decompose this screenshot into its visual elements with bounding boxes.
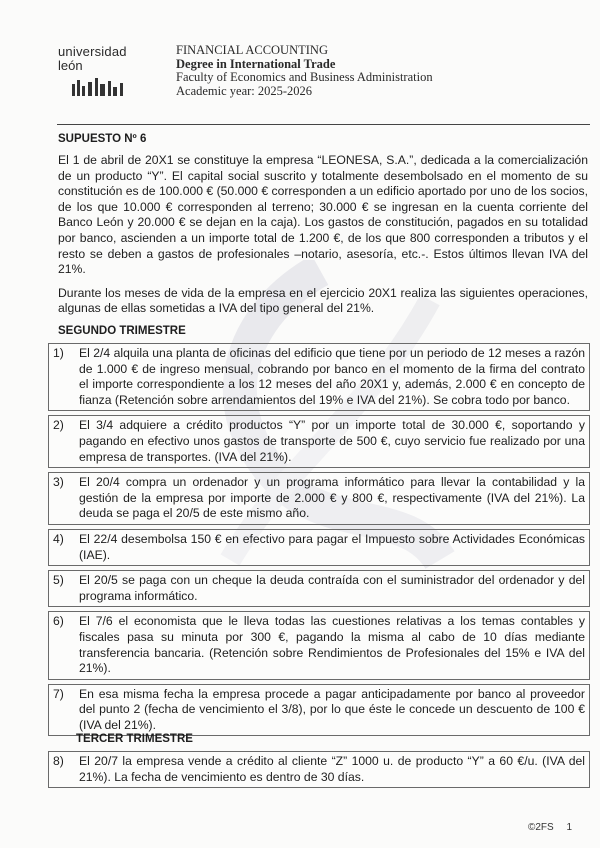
header-year: Academic year: 2025-2026 xyxy=(176,83,313,98)
section-third-quarter: TERCER TRIMESTRE xyxy=(76,733,193,745)
operations-list-q2 xyxy=(48,343,590,740)
header-faculty: Faculty of Economics and Business Administration xyxy=(176,70,433,85)
intro-paragraph-1: El 1 de abril de 20X1 se constituye la empresa “LEONESA, S.A.”, dedicada a la comercialización de un producto “Y”. El capital social suscrito y totalmente desembolsado en el momento de su constitución es de 100.000 € (50.000 € corresponden a un edificio aportado por uno de los socios, de los que 10.000 € corresponden al terreno; 30.000 € se ingresan en la cuenta corriente del Banco León y 20.000 € se dejan en la caja). Los gastos de constitución, pagados en su totalidad por banco, ascienden a un importe total de 1.200 €, de los que 800 corresponden a tributos y el resto se deben a gastos de profesionales –notario, asesoría, etc.-. Estos últimos llevan IVA del 21%. xyxy=(58,153,588,277)
footer-code: ©2FS xyxy=(528,822,554,833)
header-degree: Degree in International Trade xyxy=(176,56,336,71)
page-number: 1 xyxy=(566,822,573,833)
section-second-quarter: SEGUNDO TRIMESTRE xyxy=(58,325,186,337)
operation-text: El 3/4 adquiere a crédito productos “Y” por un importe total de 30.000 €, soportando y pagando en efectivo unos gastos de transporte de 500 €, cuyo servicio fue realizado por una empresa de transportes. (IVA del 21%). xyxy=(79,418,585,464)
operation-text: El 20/7 la empresa vende a crédito al cliente “Z” 1000 u. de producto “Y” a 60 €/u. (IVA del 21%). La fecha de vencimiento es dentro de 30 días. xyxy=(79,754,585,784)
operation-item xyxy=(48,472,590,525)
university-logo xyxy=(58,44,140,100)
operation-text: El 7/6 el economista que le lleva todas las cuestiones relativas a los temas contables y fiscales pasa su minuta por 300 €, pagando la misma al cabo de 10 días mediante transferencia bancaria. (Retención sobre Rendimientos de Profesionales del 15% e IVA del 21%). xyxy=(79,614,585,676)
course-header xyxy=(176,44,556,98)
operations-list-q3 xyxy=(48,751,590,792)
logo-bars-icon xyxy=(72,78,138,96)
operation-text: El 2/4 alquila una planta de oficinas del edificio que tiene por un periodo de 12 meses a razón de 1.000 € de ingreso mensual, cobrando por banco en el momento de la firma del contrato el importe correspondiente a los 12 meses del año 20X1 y, además, 2.000 € en concepto de fianza (Retención sobre arrendamientos del 19% e IVA del 21%). Se cobra todo por banco. xyxy=(79,346,585,407)
header-course: FINANCIAL ACCOUNTING xyxy=(176,43,328,57)
intro-paragraph-2: Durante los meses de vida de la empresa en el ejercicio 20X1 realiza las siguientes operaciones, algunas de ellas sometidas a IVA del tipo general del 21%. xyxy=(58,285,588,316)
operation-text: El 20/5 se paga con un cheque la deuda contraída con el suministrador del ordenador y del programa informático. xyxy=(79,573,585,603)
case-intro xyxy=(58,153,588,325)
operation-number: 3) xyxy=(53,475,64,490)
operation-item xyxy=(48,415,590,468)
operation-item xyxy=(48,570,590,607)
operation-number: 4) xyxy=(53,531,64,546)
operation-text: El 20/4 compra un ordenador y un programa informático para llevar la contabilidad y la gestión de la empresa por importe de 2.000 € y 800 €, respectivamente (IVA del 21%). La deuda se paga el 20/5 de este mismo año. xyxy=(79,475,585,521)
operation-number: 5) xyxy=(53,573,64,588)
logo-line-1: universidad xyxy=(58,44,127,59)
logo-line-2: león xyxy=(58,58,83,73)
operation-number: 8) xyxy=(53,754,64,768)
operation-number: 1) xyxy=(53,346,64,360)
operation-number: 2) xyxy=(53,418,64,433)
operation-text: El 22/4 desembolsa 150 € en efectivo para pagar el Impuesto sobre Actividades Económicas (IAE). xyxy=(79,531,585,562)
case-title: SUPUESTO Nº 6 xyxy=(58,133,147,145)
operation-item xyxy=(48,529,590,566)
operation-text: En esa misma fecha la empresa procede a pagar anticipadamente por banco al proveedor del punto 2 (fecha de vencimiento el 3/8), por lo que éste le concede un descuento de 100 € (IVA del 21%). xyxy=(79,686,585,732)
operation-item xyxy=(48,343,590,411)
page-footer xyxy=(528,822,572,833)
operation-number: 6) xyxy=(53,614,64,629)
operation-item xyxy=(48,751,590,788)
operation-item xyxy=(48,684,590,737)
header-divider xyxy=(57,124,590,125)
operation-number: 7) xyxy=(53,686,64,701)
operation-item xyxy=(48,611,590,679)
